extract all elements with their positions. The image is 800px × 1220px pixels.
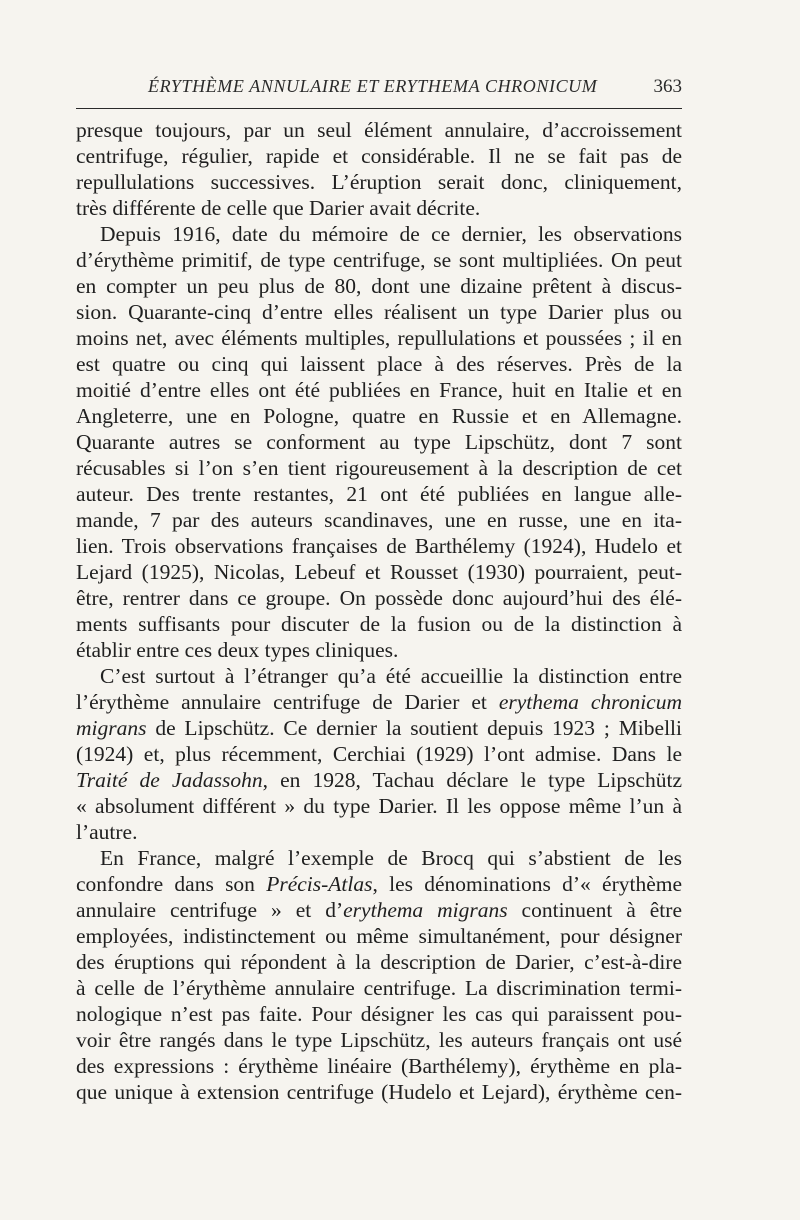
text-line: Angleterre, une en Pologne, quatre en Russie et en Allemagne. xyxy=(76,404,682,428)
text-line: presque toujours, par un seul élément annulaire, d’accroissement xyxy=(76,118,682,142)
text-line: sion. Quarante-cinq d’entre elles réalisent un type Darier plus ou xyxy=(76,300,682,324)
text-segment: de Lipschütz. Ce dernier la soutient depuis 1923 ; Mibelli xyxy=(146,716,682,740)
text-segment: , en 1928, Tachau déclare le type Lipschütz xyxy=(262,768,682,792)
text-line: lien. Trois observations françaises de Barthélemy (1924), Hudelo et xyxy=(76,534,682,558)
text-segment: , les dénominations d’« érythème xyxy=(372,872,682,896)
text-line: employées, indistinctement ou même simultanément, pour désigner xyxy=(76,924,682,948)
running-title: ÉRYTHÈME ANNULAIRE ET ERYTHEMA CHRONICUM xyxy=(148,76,598,96)
text-line: à celle de l’érythème annulaire centrifuge. La discrimination termi- xyxy=(76,976,682,1000)
text-line: mande, 7 par des auteurs scandinaves, une en russe, une en ita- xyxy=(76,508,682,532)
text-segment: l’érythème annulaire centrifuge de Darier et xyxy=(76,690,499,714)
italic-term: Traité de Jadassohn xyxy=(76,768,263,792)
text-line: Quarante autres se conforment au type Lipschütz, dont 7 sont xyxy=(76,430,682,454)
text-line: des éruptions qui répondent à la description de Darier, c’est-à-dire xyxy=(76,950,682,974)
text-line: en compter un peu plus de 80, dont une dizaine prêtent à discus- xyxy=(76,274,682,298)
italic-term: erythema migrans xyxy=(343,898,508,922)
text-line: que unique à extension centrifuge (Hudelo et Lejard), érythème cen- xyxy=(76,1080,682,1104)
text-line: moins net, avec éléments multiples, repullulations et poussées ; il en xyxy=(76,326,682,350)
text-line: auteur. Des trente restantes, 21 ont été publiées en langue alle- xyxy=(76,482,682,506)
paragraph-first-line: C’est surtout à l’étranger qu’a été accueillie la distinction entre xyxy=(100,664,682,688)
text-line: nologique n’est pas faite. Pour désigner les cas qui paraissent pou- xyxy=(76,1002,682,1026)
text-line: Lejard (1925), Nicolas, Lebeuf et Rousset (1930) pourraient, peut- xyxy=(76,560,682,584)
text-line: récusables si l’on s’en tient rigoureusement à la description de cet xyxy=(76,456,682,480)
paragraph-first-line: Depuis 1916, date du mémoire de ce dernier, les observations xyxy=(100,222,682,246)
text-line: l’autre. xyxy=(76,820,138,844)
page-number: 363 xyxy=(653,76,682,97)
text-segment: annulaire centrifuge » et d’ xyxy=(76,898,344,922)
text-line: « absolument différent » du type Darier. Il les oppose même l’un à xyxy=(76,794,682,818)
text-line: voir être rangés dans le type Lipschütz, les auteurs français ont usé xyxy=(76,1028,682,1052)
text-line-mixed xyxy=(76,715,682,741)
text-line: centrifuge, régulier, rapide et considérable. Il ne se fait pas de xyxy=(76,144,682,168)
italic-term: migrans xyxy=(76,716,147,740)
text-line-mixed xyxy=(76,871,682,897)
text-line: est quatre ou cinq qui laissent place à des réserves. Près de la xyxy=(76,352,682,376)
text-line: être, rentrer dans ce groupe. On possède donc aujourd’hui des élé- xyxy=(76,586,682,610)
text-line: moitié d’entre elles ont été publiées en France, huit en Italie et en xyxy=(76,378,682,402)
text-segment: continuent à être xyxy=(507,898,682,922)
italic-term: erythema chronicum xyxy=(498,690,682,714)
text-line: d’érythème primitif, de type centrifuge, se sont multipliées. On peut xyxy=(76,248,682,272)
text-line: (1924) et, plus récemment, Cerchiai (1929) l’ont admise. Dans le xyxy=(76,742,682,766)
text-line-mixed xyxy=(76,767,682,793)
text-line-mixed xyxy=(76,689,682,715)
page-header xyxy=(76,70,682,109)
text-line: des expressions : érythème linéaire (Barthélemy), érythème en pla- xyxy=(76,1054,682,1078)
text-line: repullulations successives. L’éruption serait donc, cliniquement, xyxy=(76,170,682,194)
text-line: très différente de celle que Darier avait décrite. xyxy=(76,196,481,220)
text-line: ments suffisants pour discuter de la fusion ou de la distinction à xyxy=(76,612,682,636)
italic-term: Précis-Atlas xyxy=(266,872,373,896)
text-segment: confondre dans son xyxy=(76,872,267,896)
paragraph-first-line: En France, malgré l’exemple de Brocq qui s’abstient de les xyxy=(100,846,682,870)
text-line-mixed xyxy=(76,897,682,923)
text-line: établir entre ces deux types cliniques. xyxy=(76,638,399,662)
